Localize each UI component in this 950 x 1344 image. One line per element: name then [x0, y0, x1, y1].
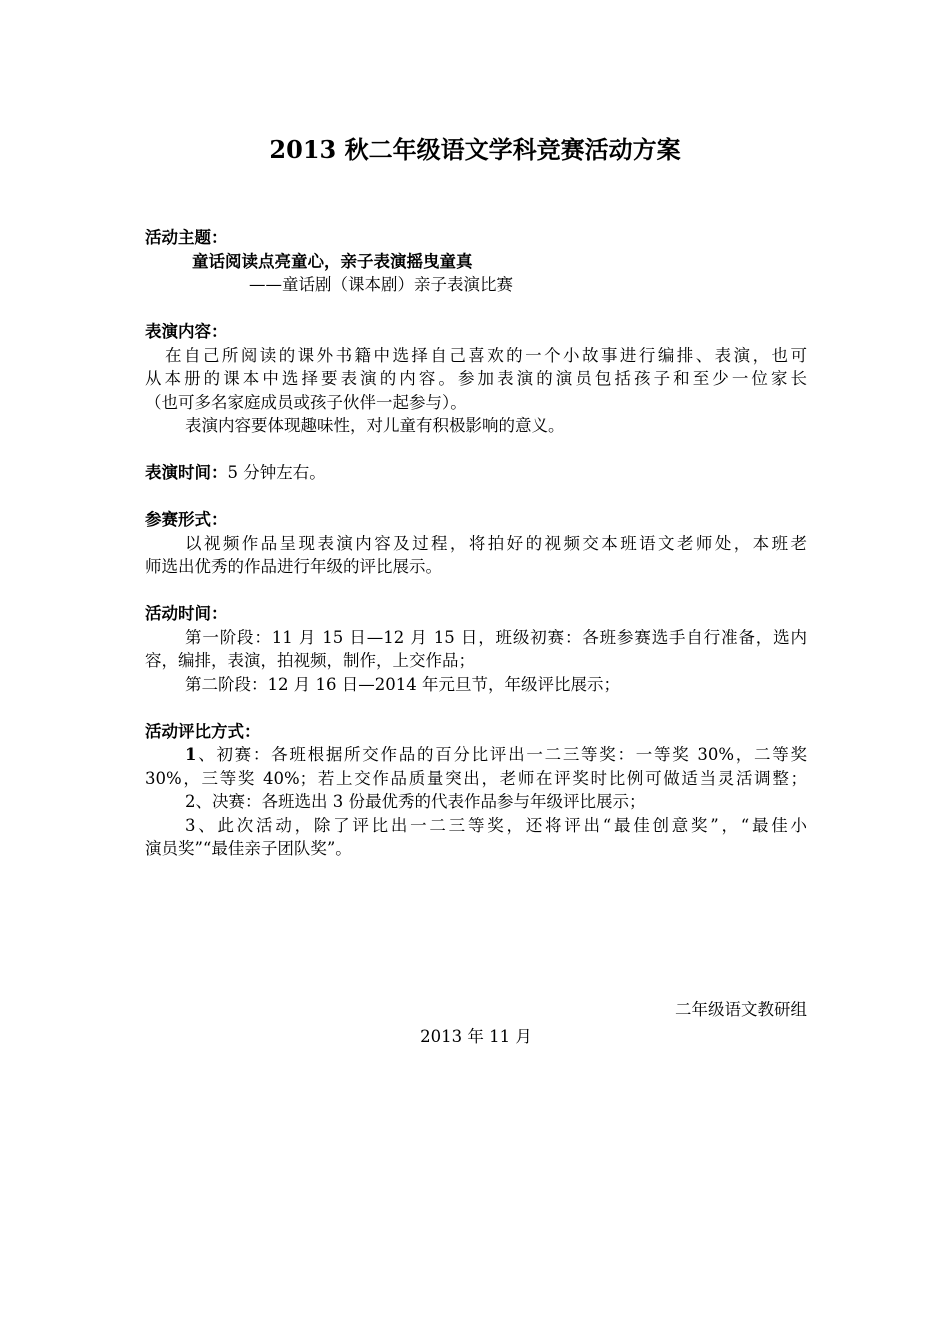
duration-value: 5 分钟左右。 [227, 463, 326, 482]
schedule-heading: 活动时间： [145, 604, 228, 623]
duration-heading: 表演时间： [145, 463, 228, 482]
document-title: 2013 秋二年级语文学科竞赛活动方案 [269, 135, 681, 164]
signature-date: 2013 年 11 月 [420, 1027, 532, 1046]
content-line-2: 从本册的课本中选择要表演的内容。参加表演的演员包括孩子和至少一位家长 [145, 369, 807, 388]
format-heading: 参赛形式： [145, 510, 228, 529]
document-body [145, 226, 807, 861]
content-heading: 表演内容： [145, 322, 228, 341]
theme-heading: 活动主题： [145, 228, 228, 247]
evaluation-item3-line-2: 演员奖”“最佳亲子团队奖”。 [145, 839, 352, 858]
format-line-1: 以视频作品呈现表演内容及过程，将拍好的视频交本班语文老师处，本班老 [185, 533, 807, 553]
content-line-4: 表演内容要体现趣味性，对儿童有积极影响的意义。 [185, 416, 565, 435]
evaluation-item1-line-1 [145, 743, 807, 767]
schedule-line-2: 容，编排，表演，拍视频，制作，上交作品； [145, 651, 475, 670]
signature-block [145, 996, 807, 1050]
schedule-line-3: 第二阶段：12 月 16 日—2014 年元旦节，年级评比展示； [185, 674, 620, 694]
signature-org: 二年级语文教研组 [675, 1000, 807, 1019]
evaluation-item2: 2、决赛：各班选出 3 份最优秀的代表作品参与年级评比展示； [185, 792, 646, 811]
duration-row [145, 461, 807, 485]
content-line-3: （也可多名家庭成员或孩子伙伴一起参与）。 [145, 392, 467, 412]
evaluation-heading: 活动评比方式： [145, 721, 261, 741]
theme-sub: ——童话剧（课本剧）亲子表演比赛 [249, 275, 513, 294]
evaluation-item3-line-1: 3、此次活动，除了评比出一二三等奖，还将评出“最佳创意奖”，“最佳小 [185, 815, 807, 835]
schedule-line-1: 第一阶段：11 月 15 日—12 月 15 日，班级初赛：各班参赛选手自行准备，选内 [185, 627, 807, 647]
evaluation-item1-text: 、初赛：各班根据所交作品的百分比评出一二三等奖：一等奖 30%，二等奖 [196, 745, 807, 764]
theme-main: 童话阅读点亮童心，亲子表演摇曳童真 [192, 251, 473, 271]
evaluation-item1-line-2: 30%，三等奖 40%；若上交作品质量突出，老师在评奖时比例可做适当灵活调整； [145, 768, 807, 788]
content-line-1: 在自己所阅读的课外书籍中选择自己喜欢的一个小故事进行编排、表演，也可 [165, 345, 807, 365]
format-line-2: 师选出优秀的作品进行年级的评比展示。 [145, 557, 442, 576]
evaluation-item1-number: 1 [185, 745, 197, 764]
